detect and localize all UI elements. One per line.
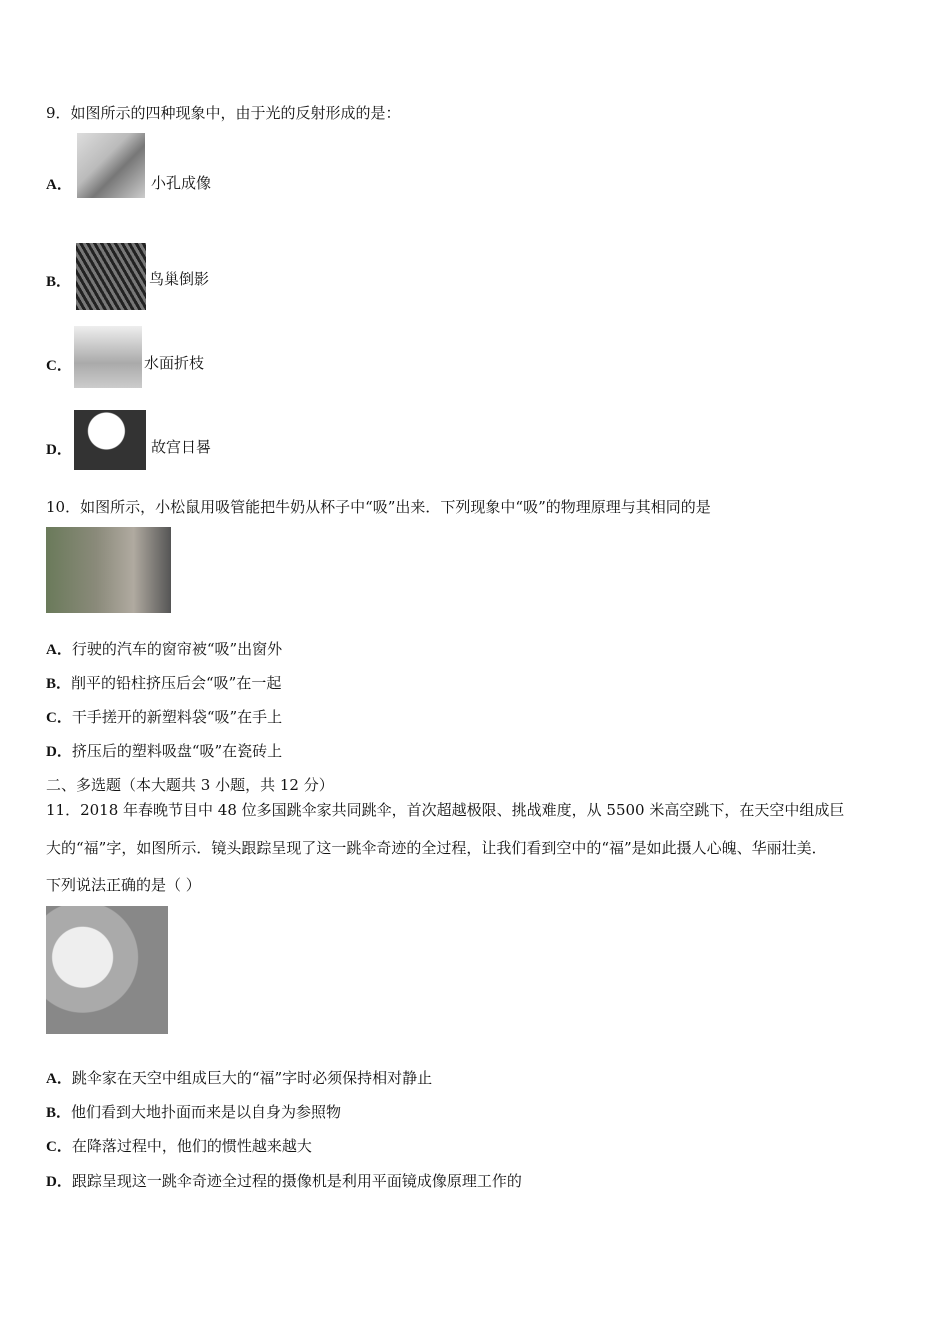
q9-option-b-text: 鸟巢倒影: [149, 270, 210, 288]
q10-option-b[interactable]: [46, 673, 281, 694]
question-11-stem-line1: 11．2018 年春晚节目中 48 位多国跳伞家共同跳伞，首次超越极限、挑战难度，从 5500 米高空跳下，在天空中组成巨: [46, 801, 845, 819]
q9-option-a[interactable]: [46, 174, 72, 195]
q11-option-b-letter: B．: [46, 1105, 72, 1121]
q9-option-c[interactable]: [46, 355, 72, 376]
pinhole-image-photo: [77, 133, 145, 198]
question-10-stem: 10．如图所示，小松鼠用吸管能把牛奶从杯子中“吸”出来．下列现象中“吸”的物理原理与其相同的是: [46, 498, 711, 516]
q11-option-c[interactable]: [46, 1136, 312, 1157]
q10-option-c-text: 干手搓开的新塑料袋“吸”在手上: [71, 708, 283, 726]
q9-option-b-letter: B．: [46, 274, 72, 290]
question-9-stem: 9．如图所示的四种现象中，由于光的反射形成的是：: [46, 104, 401, 122]
q11-option-b-text: 他们看到大地扑面而来是以自身为参照物: [71, 1103, 342, 1121]
q9-option-a-text: 小孔成像: [151, 174, 212, 192]
squirrel-milk-photo: [46, 527, 171, 613]
q10-option-c[interactable]: [46, 707, 282, 728]
q10-option-d-text: 挤压后的塑料吸盘“吸”在瓷砖上: [71, 742, 283, 760]
bent-branch-photo: [74, 326, 142, 388]
q10-option-a[interactable]: [46, 639, 282, 660]
q10-option-d[interactable]: [46, 741, 282, 762]
q11-option-d-text: 跟踪呈现这一跳伞奇迹全过程的摄像机是利用平面镜成像原理工作的: [71, 1172, 522, 1190]
q11-option-a-text: 跳伞家在天空中组成巨大的“福”字时必须保持相对静止: [71, 1069, 433, 1087]
q11-option-a[interactable]: [46, 1068, 432, 1089]
section-heading: 二、多选题（本大题共 3 小题，共 12 分）: [46, 776, 334, 794]
q11-option-d[interactable]: [46, 1171, 522, 1192]
q9-option-d-letter: D．: [46, 442, 72, 458]
q11-option-a-letter: A．: [46, 1071, 72, 1087]
skydivers-fu-photo: [46, 906, 168, 1034]
q10-option-b-letter: B．: [46, 676, 72, 692]
q10-option-d-letter: D．: [46, 744, 72, 760]
q11-option-d-letter: D．: [46, 1174, 72, 1190]
birds-nest-reflection-photo: [76, 243, 146, 310]
q11-option-b[interactable]: [46, 1102, 341, 1123]
q9-option-c-text: 水面折枝: [144, 354, 205, 372]
q11-option-c-letter: C．: [46, 1139, 72, 1155]
question-11-stem-line3: 下列说法正确的是（ ）: [46, 876, 201, 894]
q10-option-b-text: 削平的铅柱挤压后会“吸”在一起: [71, 674, 282, 692]
q9-option-d-text: 故宫日晷: [151, 438, 212, 456]
q10-option-c-letter: C．: [46, 710, 72, 726]
q9-option-a-letter: A．: [46, 177, 72, 193]
q9-option-b[interactable]: [46, 271, 71, 292]
q10-option-a-letter: A．: [46, 642, 72, 658]
q9-option-c-letter: C．: [46, 358, 72, 374]
q10-option-a-text: 行驶的汽车的窗帘被“吸”出窗外: [71, 640, 283, 658]
q9-option-d[interactable]: [46, 439, 72, 460]
sundial-photo: [74, 410, 146, 470]
question-11-stem-line2: 大的“福”字，如图所示．镜头跟踪呈现了这一跳伞奇迹的全过程，让我们看到空中的“福”是如此摄人心魄、华丽壮美．: [46, 839, 827, 857]
q11-option-c-text: 在降落过程中，他们的惯性越来越大: [71, 1137, 312, 1155]
